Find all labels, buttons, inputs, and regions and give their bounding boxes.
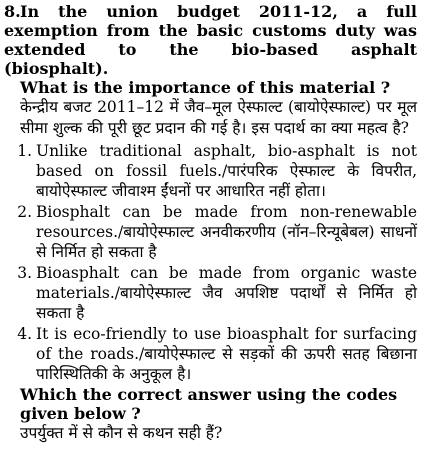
statement-text: Bioasphalt can be made from organic waste materials./बायोऐस्फाल्ट जैव अपशिष्ट पदार्थों से निर्मित हो सकता है [36,264,417,322]
question-stem-en: In the union budget 2011-12, a full exemption from the basic customs duty was extended to the bio-based asphalt (biosphalt). [4,2,417,78]
statement-text: Unlike traditional asphalt, bio-asphalt is not based on fossil fuels./पारंपरिक ऐस्फाल्ट के विपरीत, बायोऐस्फाल्ट जीवाश्म ईंधनों पर आधारित नहीं होता। [36,142,417,200]
statement-text: It is eco-friendly to use bioasphalt for surfacing of the roads./बायोऐस्फाल्ट से सड़कों की ऊपरी सतह बिछाना पारिस्थितिकी के अनुकूल है। [36,325,417,383]
statement-number: 2. [17,203,32,221]
instruction-en: Which the correct answer using the codes given below ? [20,385,398,423]
question-stem-hi: केन्द्रीय बजट 2011–12 में जैव–मूल ऐस्फाल्ट (बायोऐस्फाल्ट) पर मूल सीमा शुल्क की पूरी छूट प्रदान की गई है। इस पदार्थ का क्या महत्व है? [20,98,417,137]
question-sub-en: What is the importance of this material ? [20,78,391,97]
statement-list [4,141,417,384]
statement-number: 4. [17,325,32,343]
statement-number: 1. [17,142,32,160]
statement-3 [4,263,417,323]
instruction-hi: उपर्युक्त में से कौन से कथन सही हैं? [20,424,223,442]
statement-text: Biosphalt can be made from non-renewable resources./बायोऐस्फाल्ट अनवीकरणीय (नॉन–रिन्यूबेबल) साधनों से निर्मित हो सकता है [36,203,417,261]
question-stem [4,2,417,78]
statement-4 [4,324,417,384]
statement-number: 3. [17,264,32,282]
question-number: 8. [4,2,21,21]
statement-2 [4,202,417,262]
statement-1 [4,141,417,201]
